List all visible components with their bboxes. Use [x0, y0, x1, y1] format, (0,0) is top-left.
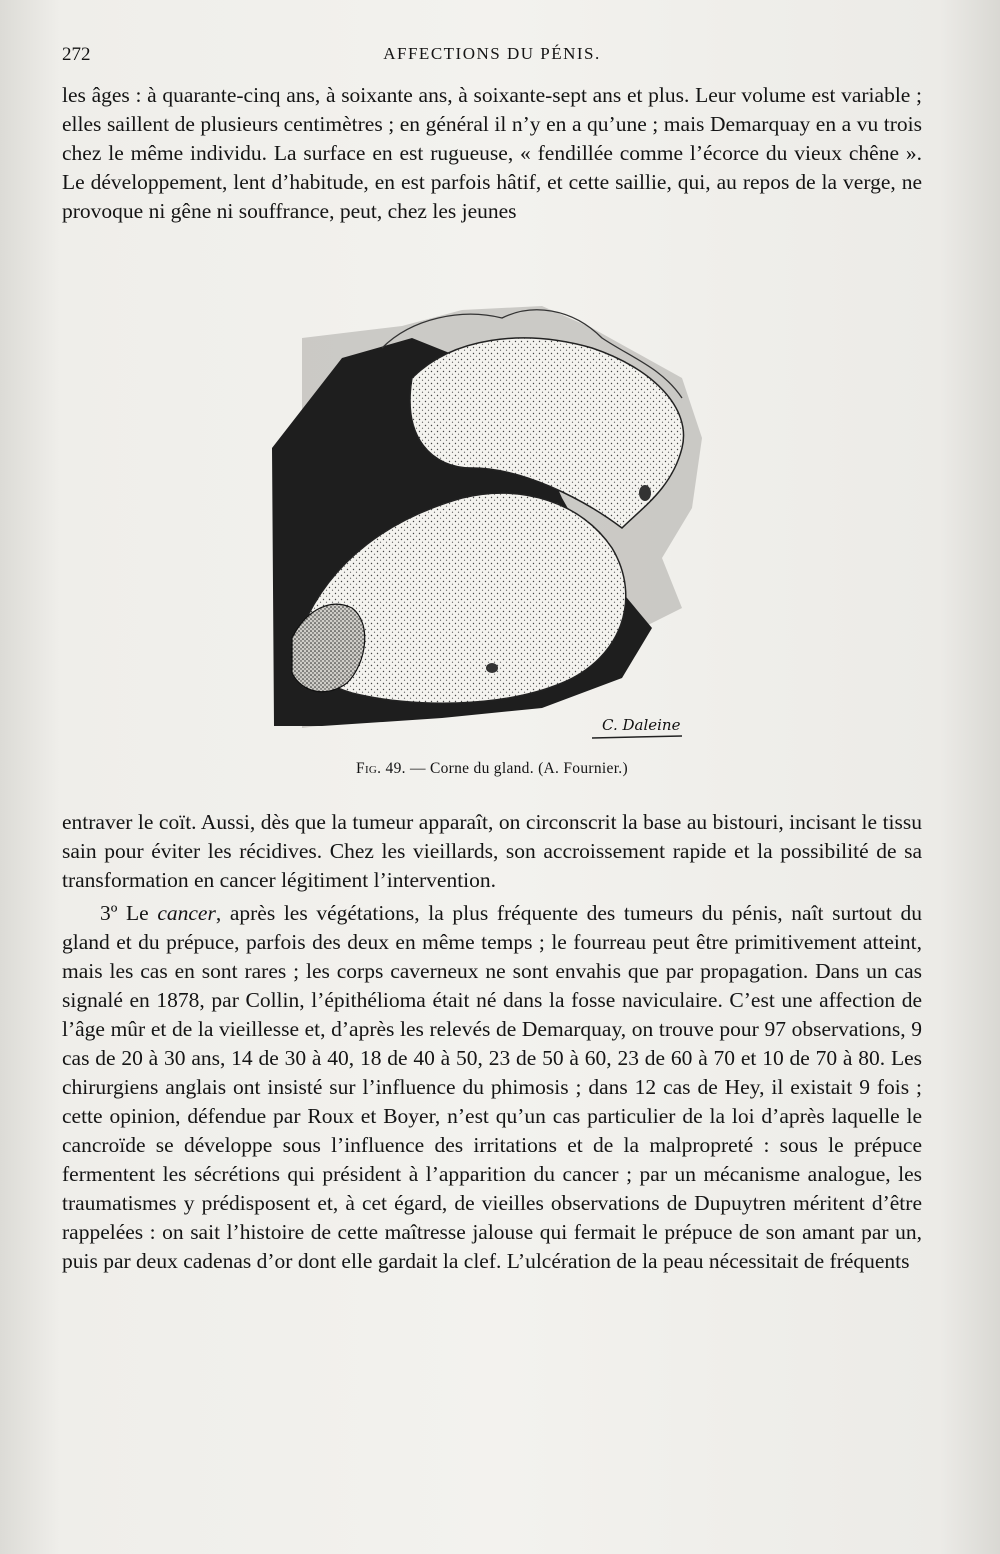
nodule-right: [639, 485, 651, 501]
top-text-block: [62, 81, 922, 226]
continued-paragraph: entraver le coït. Aussi, dès que la tumeur apparaît, on circonscrit la base au bistouri, incisant le tissu sain pour éviter les récidives. Chez les vieillards, son accroissement rapide et la possibilité de sa transformation en cancer légitiment l’intervention.: [62, 810, 922, 892]
cancer-paragraph: [62, 899, 922, 1276]
cancer-body: , après les végétations, la plus fréquente des tumeurs du pénis, naît surtout du gland et du prépuce, parfois des deux en même temps ; le fourreau peut être primitivement atteint, mais les cas en sont rares ; les corps caverneux ne sont envahis que par propagation. Dans un cas signalé en 1878, par Collin, l’épithélioma était né dans la fosse naviculaire. C’est une affection de l’âge mûr et de la vieillesse et, d’après les relevés de Demarquay, on trouve pour 97 observations, 9 cas de 20 à 30 ans, 14 de 30 à 40, 18 de 40 à 50, 23 de 50 à 60, 23 de 60 à 70 et 10 de 70 à 80. Les chirurgiens anglais ont insisté sur l’influence du phimosis ; dans 12 cas de Hey, il existait 9 fois ; cette opinion, défendue par Roux et Boyer, n’est qu’un cas particulier de la loi d’après laquelle le cancroïde se développe sous l’influence des irritations et de la malpropreté : sous le prépuce fermentent les sécrétions qui président à l’apparition du cancer ; par un mécanisme analogue, les traumatismes y prédisposent et, à cet égard, de vieilles observations de Dupuytren méritent d’être rappelées : on sait l’histoire de cette maîtresse jalouse qui fermait le prépuce de son amant par un, puis par deux cadenas d’or dont elle gardait la clef. L’ulcération de la peau nécessitait de fréquents: [62, 901, 922, 1273]
figure-illustration: [262, 298, 732, 750]
signature: C. Daleine: [602, 716, 681, 734]
cancer-emphasis: cancer: [157, 901, 216, 925]
nodule-lower: [486, 663, 498, 673]
running-title: AFFECTIONS DU PÉNIS.: [383, 44, 601, 63]
bottom-text-block: [62, 808, 922, 1276]
page-header: [62, 44, 922, 74]
illustration-drawing: [262, 298, 732, 750]
top-paragraph: les âges : à quarante-cinq ans, à soixante ans, à soixante-sept ans et plus. Leur volume est variable ; elles saillent de plusieurs centimètres ; en général il n’y en a qu’une ; mais Demarquay en a vu trois chez le même individu. La surface en est rugueuse, « fendillée comme l’écorce du vieux chêne ». Le développement, lent d’habitude, en est parfois hâtif, et cette saillie, qui, au repos de la verge, ne provoque ni gêne ni souffrance, peut, chez les jeunes: [62, 83, 922, 223]
signature-underline: [592, 736, 682, 738]
page-number: 272: [62, 44, 91, 65]
figure-caption-text: — Corne du gland. (A. Fournier.): [405, 760, 628, 777]
figure-caption: [62, 760, 922, 778]
figure-label: Fig. 49.: [356, 760, 406, 777]
cancer-lead: 3º Le: [100, 901, 158, 925]
